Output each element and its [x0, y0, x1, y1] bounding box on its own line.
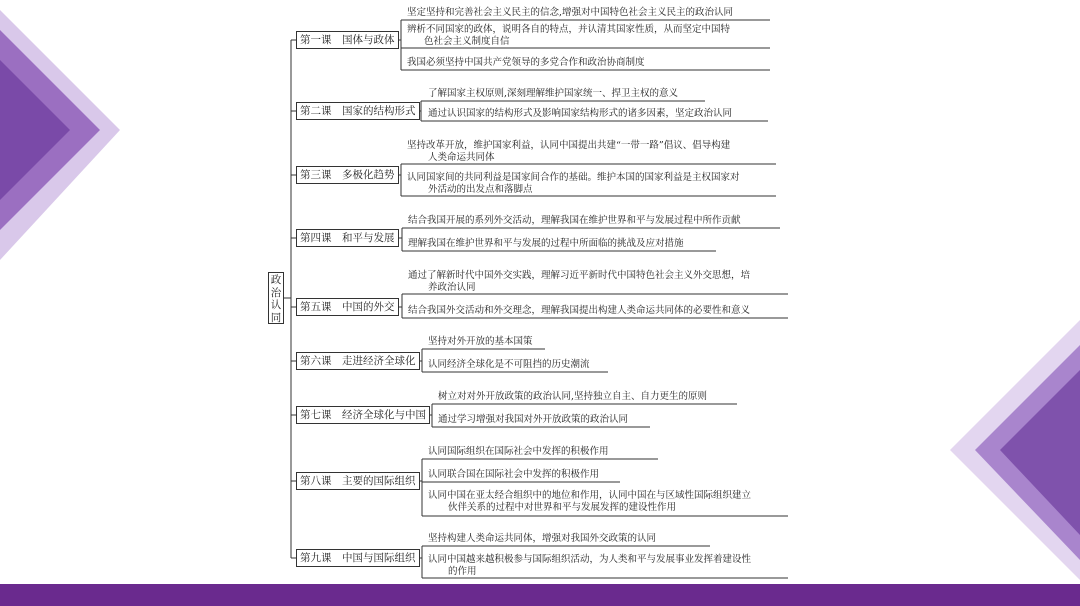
lesson-label: 第九课 中国与国际组织 — [300, 552, 416, 564]
lesson-4-item: 结合我国开展的系列外交活动，理解我国在维护世界和平与发展过程中所作贡献 — [408, 215, 741, 226]
lesson-8-item: 认同中国在亚太经合组织中的地位和作用，认同中国在与区域性国际组织建立 — [428, 490, 752, 501]
lesson-3-node — [296, 166, 399, 184]
lesson-3-item-cont: 人类命运共同体 — [428, 152, 495, 163]
root-node — [268, 272, 284, 324]
lesson-3-item: 认同国家间的共同利益是国家间合作的基础。维护本国的国家利益是主权国家对 — [407, 172, 740, 183]
lesson-label: 第一课 国体与政体 — [300, 34, 395, 46]
lesson-8-item: 认同国际组织在国际社会中发挥的积极作用 — [428, 446, 609, 457]
lesson-6-node — [296, 352, 420, 370]
lesson-7-item: 树立对对外开放政策的政治认同,坚持独立自主、自力更生的原则 — [438, 391, 708, 402]
lesson-8-item-cont: 伙伴关系的过程中对世界和平与发展发挥的建设性作用 — [448, 502, 677, 513]
lesson-3-item: 坚持改革开放，维护国家利益，认同中国提出共建“一带一路”倡议、倡导构建 — [407, 140, 731, 151]
lesson-9-item: 坚持构建人类命运共同体，增强对我国外交政策的认同 — [428, 533, 657, 544]
lesson-6-item: 认同经济全球化是不可阻挡的历史潮流 — [428, 359, 590, 370]
lesson-5-item-cont: 养政治认同 — [428, 282, 476, 293]
lesson-8-item: 认同联合国在国际社会中发挥的积极作用 — [428, 469, 600, 480]
lesson-1-item-cont: 色社会主义制度自信 — [424, 36, 510, 47]
lesson-7-node — [296, 406, 430, 424]
lesson-2-item: 了解国家主权原则,深刻理解维护国家统一、捍卫主权的意义 — [428, 88, 679, 99]
lesson-8-node — [296, 472, 420, 490]
lesson-label: 第五课 中国的外交 — [300, 301, 395, 313]
lesson-label: 第六课 走进经济全球化 — [300, 355, 416, 367]
lesson-label: 第二课 国家的结构形式 — [300, 105, 416, 117]
lesson-4-node — [296, 229, 399, 247]
lesson-5-item: 通过了解新时代中国外交实践，理解习近平新时代中国特色社会主义外交思想，培 — [408, 270, 751, 281]
lesson-5-node — [296, 298, 399, 316]
lesson-6-item: 坚持对外开放的基本国策 — [428, 336, 533, 347]
lesson-7-item: 通过学习增强对我国对外开放政策的政治认同 — [438, 414, 629, 425]
lesson-2-node — [296, 102, 420, 120]
lesson-label: 第三课 多极化趋势 — [300, 169, 395, 181]
lesson-label: 第八课 主要的国际组织 — [300, 475, 416, 487]
lesson-label: 第四课 和平与发展 — [300, 232, 395, 244]
root-label: 政治认同 — [270, 274, 282, 324]
lesson-1-node — [296, 31, 399, 49]
lesson-1-item: 我国必须坚持中国共产党领导的多党合作和政治协商制度 — [407, 57, 645, 68]
lesson-1-item: 辨析不同国家的政体，说明各自的特点，并认清其国家性质，从而坚定中国特 — [407, 24, 731, 35]
lesson-1-item: 坚定坚持和完善社会主义民主的信念,增强对中国特色社会主义民主的政治认同 — [407, 7, 734, 18]
lesson-3-item-cont: 外活动的出发点和落脚点 — [428, 184, 533, 195]
lesson-label: 第七课 经济全球化与中国 — [300, 409, 426, 421]
lesson-2-item: 通过认识国家的结构形式及影响国家结构形式的诸多因素，坚定政治认同 — [428, 108, 733, 119]
lesson-9-node — [296, 549, 420, 567]
lesson-9-item-cont: 的作用 — [448, 566, 477, 577]
lesson-5-item: 结合我国外交活动和外交理念，理解我国提出构建人类命运共同体的必要性和意义 — [408, 305, 751, 316]
lesson-4-item: 理解我国在维护世界和平与发展的过程中所面临的挑战及应对措施 — [408, 238, 684, 249]
lesson-9-item: 认同中国越来越积极参与国际组织活动，为人类和平与发展事业发挥着建设性 — [428, 554, 752, 565]
